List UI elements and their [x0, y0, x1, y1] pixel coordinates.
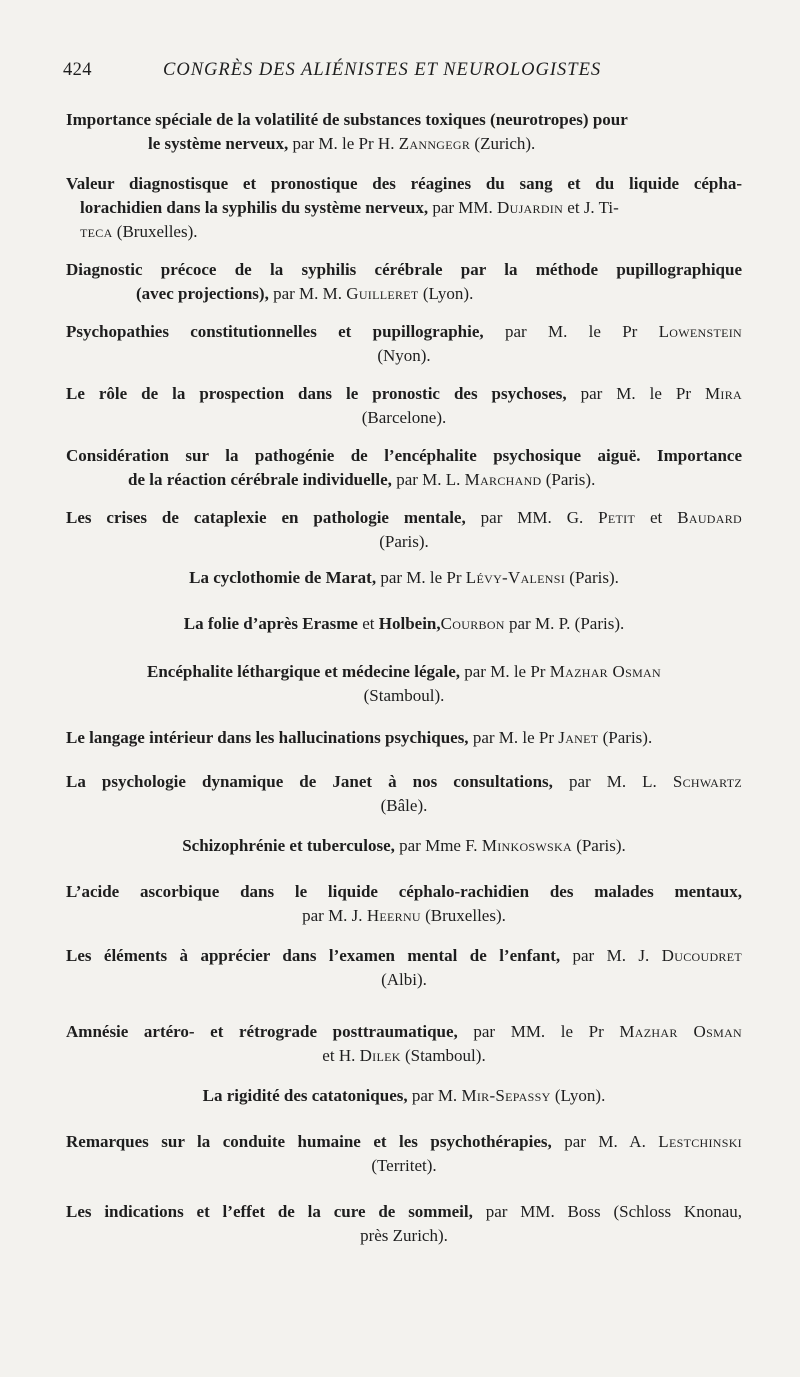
entry-line — [66, 282, 742, 306]
author-text: (Bruxelles). — [112, 222, 198, 241]
entry-line — [66, 468, 742, 492]
entry-line — [66, 566, 742, 590]
author-name: Petit — [598, 508, 636, 527]
paper-title: Amnésie artéro- et rétrograde posttraumatique, — [66, 1022, 458, 1041]
author-name: Mazhar Osman — [619, 1022, 742, 1041]
author-text: (Paris). — [574, 614, 625, 633]
entry-line — [66, 612, 742, 636]
author-name: Mazhar Osman — [549, 662, 661, 681]
running-title: CONGRÈS DES ALIÉNISTES ET NEUROLOGISTES — [163, 60, 602, 80]
author-text: (Bruxelles). — [420, 906, 506, 925]
paper-entry — [66, 660, 742, 708]
paper-entry — [66, 258, 742, 306]
paper-title: lorachidien dans la syphilis du système nerveux, — [80, 198, 429, 217]
entry-line — [66, 530, 742, 554]
paper-title: (avec projections), — [136, 284, 269, 303]
author-text: par M. J. — [560, 946, 662, 965]
author-text: (Paris). — [541, 470, 596, 489]
author-name: Dilek — [359, 1046, 401, 1065]
entry-line — [66, 506, 742, 530]
entry-line — [66, 132, 742, 156]
entry-line — [66, 968, 742, 992]
entry-line — [66, 344, 742, 368]
author-text: (Stamboul). — [400, 1046, 486, 1065]
author-name: Guilleret — [346, 284, 419, 303]
paper-title: L’acide ascorbique dans le liquide céphalo-rachidien des malades mentaux, — [66, 882, 742, 901]
author-text: (Paris). — [565, 568, 619, 587]
paper-title: Valeur diagnostisque et pronostique des réagines du sang et du liquide cépha- — [66, 174, 742, 193]
author-text: (Albi). — [381, 970, 427, 989]
entry-line — [66, 880, 742, 904]
author-text: près Zurich). — [360, 1226, 448, 1245]
paper-entry — [66, 1200, 742, 1248]
entry-line — [66, 172, 742, 196]
author-text: par M. P. — [504, 614, 575, 633]
author-name: Janet — [558, 728, 599, 747]
paper-title: Holbein, — [378, 614, 441, 633]
entry-line — [66, 1154, 742, 1178]
paper-entry — [66, 382, 742, 430]
author-text: par M. M. — [268, 284, 347, 303]
entry-line — [66, 382, 742, 406]
author-name: Lowenstein — [658, 322, 742, 341]
author-name: Dujardin — [497, 198, 564, 217]
author-text: par M. A. — [551, 1132, 659, 1151]
paper-entry — [66, 944, 742, 992]
paper-title: La psychologie dynamique de Janet à nos consultations, — [66, 772, 553, 791]
author-name: Minkoswska — [481, 836, 572, 855]
entry-line — [66, 406, 742, 430]
paper-title: Importance spéciale de la volatilité de substances toxiques (neurotropes) pour — [66, 110, 628, 129]
paper-title: Les crises de cataplexie en pathologie mentale, — [66, 508, 466, 527]
author-text: par MM. G. — [465, 508, 599, 527]
paper-title: Le langage intérieur dans les hallucinations psychiques, — [66, 728, 469, 747]
paper-title: Psychopathies constitutionnelles et pupillographie, — [66, 322, 484, 341]
entry-line — [66, 660, 742, 684]
entry-line — [66, 834, 742, 858]
page-number: 424 — [63, 60, 92, 80]
paper-title: Les éléments à apprécier dans l’examen mental de l’enfant, — [66, 946, 561, 965]
author-text: et — [635, 508, 678, 527]
author-name: Courbon — [440, 614, 505, 633]
author-text: par M. le Pr — [376, 568, 466, 587]
author-text: par M. L. — [552, 772, 673, 791]
author-text: (Stamboul). — [363, 686, 445, 705]
author-text: par MM. le Pr — [457, 1022, 620, 1041]
entry-line — [66, 726, 742, 750]
paper-entry — [66, 726, 742, 750]
author-name: Zanngegr — [398, 134, 471, 153]
paper-entry — [66, 834, 742, 858]
paper-title: Encéphalite léthargique et médecine légale, — [146, 662, 461, 681]
entry-line — [66, 794, 742, 818]
paper-entry — [66, 320, 742, 368]
author-text: par M. J. — [302, 906, 367, 925]
author-text: (Nyon). — [377, 346, 431, 365]
paper-entry — [66, 506, 742, 554]
author-name: Schwartz — [672, 772, 742, 791]
author-text: et — [357, 614, 379, 633]
paper-title: de la réaction cérébrale individuelle, — [128, 470, 392, 489]
entry-line — [66, 684, 742, 708]
author-name: teca — [80, 222, 113, 241]
author-text: par MM. — [428, 198, 498, 217]
entry-line — [66, 444, 742, 468]
author-text: (Paris). — [571, 836, 626, 855]
author-name: Ducoudret — [661, 946, 742, 965]
entry-line — [66, 1200, 742, 1224]
paper-entry — [66, 108, 742, 156]
paper-entry — [66, 1084, 742, 1108]
author-text: par M. le Pr — [460, 662, 550, 681]
author-name: Heernu — [366, 906, 421, 925]
author-name: Marchand — [464, 470, 542, 489]
author-text: et H. — [322, 1046, 360, 1065]
paper-entry — [66, 566, 742, 590]
author-text: par M. le Pr — [468, 728, 559, 747]
author-text: par M. le Pr H. — [288, 134, 399, 153]
entry-line — [66, 1044, 742, 1068]
author-name: Lévy-Valensi — [465, 568, 566, 587]
author-text: (Territet). — [371, 1156, 437, 1175]
entry-line — [66, 770, 742, 794]
entry-line — [66, 944, 742, 968]
author-name: Baudard — [677, 508, 742, 527]
author-name: Mira — [705, 384, 742, 403]
entry-line — [66, 1224, 742, 1248]
author-name: Mir-Sepassy — [461, 1086, 551, 1105]
author-text: (Paris). — [379, 532, 429, 551]
paper-entry — [66, 1130, 742, 1178]
author-text: (Lyon). — [418, 284, 474, 303]
paper-title: Remarques sur la conduite humaine et les psychothérapies, — [66, 1132, 552, 1151]
paper-entry — [66, 612, 742, 636]
author-text: (Zurich). — [470, 134, 536, 153]
author-text: et J. Ti- — [563, 198, 619, 217]
paper-title: Considération sur la pathogénie de l’encéphalite psychosique aiguë. Importance — [66, 446, 742, 465]
entry-line — [66, 1130, 742, 1154]
entry-line — [66, 1084, 742, 1108]
entry-line — [66, 196, 742, 220]
author-text: (Paris). — [598, 728, 653, 747]
author-text: (Bâle). — [380, 796, 428, 815]
paper-title: La cyclothomie de Marat, — [189, 568, 377, 587]
entry-line — [66, 1020, 742, 1044]
paper-title: La folie d’après Erasme — [183, 614, 358, 633]
paper-entry — [66, 1020, 742, 1068]
author-text: par M. — [407, 1086, 462, 1105]
author-text: par Mme F. — [394, 836, 482, 855]
paper-title: La rigidité des catatoniques, — [202, 1086, 408, 1105]
author-text: (Barcelone). — [361, 408, 447, 427]
entry-line — [66, 904, 742, 928]
paper-title: Diagnostic précoce de la syphilis cérébrale par la méthode pupillographique — [66, 260, 742, 279]
paper-title: le système nerveux, — [148, 134, 289, 153]
author-text: (Lyon). — [550, 1086, 606, 1105]
entry-line — [66, 320, 742, 344]
entry-line — [66, 258, 742, 282]
paper-title: Les indications et l’effet de la cure de sommeil, — [66, 1202, 473, 1221]
author-text: par M. le Pr — [483, 322, 659, 341]
paper-entry — [66, 444, 742, 492]
paper-title: Le rôle de la prospection dans le pronostic des psychoses, — [66, 384, 567, 403]
paper-title: Schizophrénie et tuberculose, — [182, 836, 395, 855]
author-text: par M. le Pr — [566, 384, 705, 403]
paper-entry — [66, 770, 742, 818]
paper-entry — [66, 172, 742, 244]
entry-line — [66, 108, 742, 132]
paper-entry — [66, 880, 742, 928]
entry-line — [66, 220, 742, 244]
author-text: par MM. Boss (Schloss Knonau, — [472, 1202, 742, 1221]
author-text: par M. L. — [391, 470, 465, 489]
author-name: Lestchinski — [658, 1132, 742, 1151]
